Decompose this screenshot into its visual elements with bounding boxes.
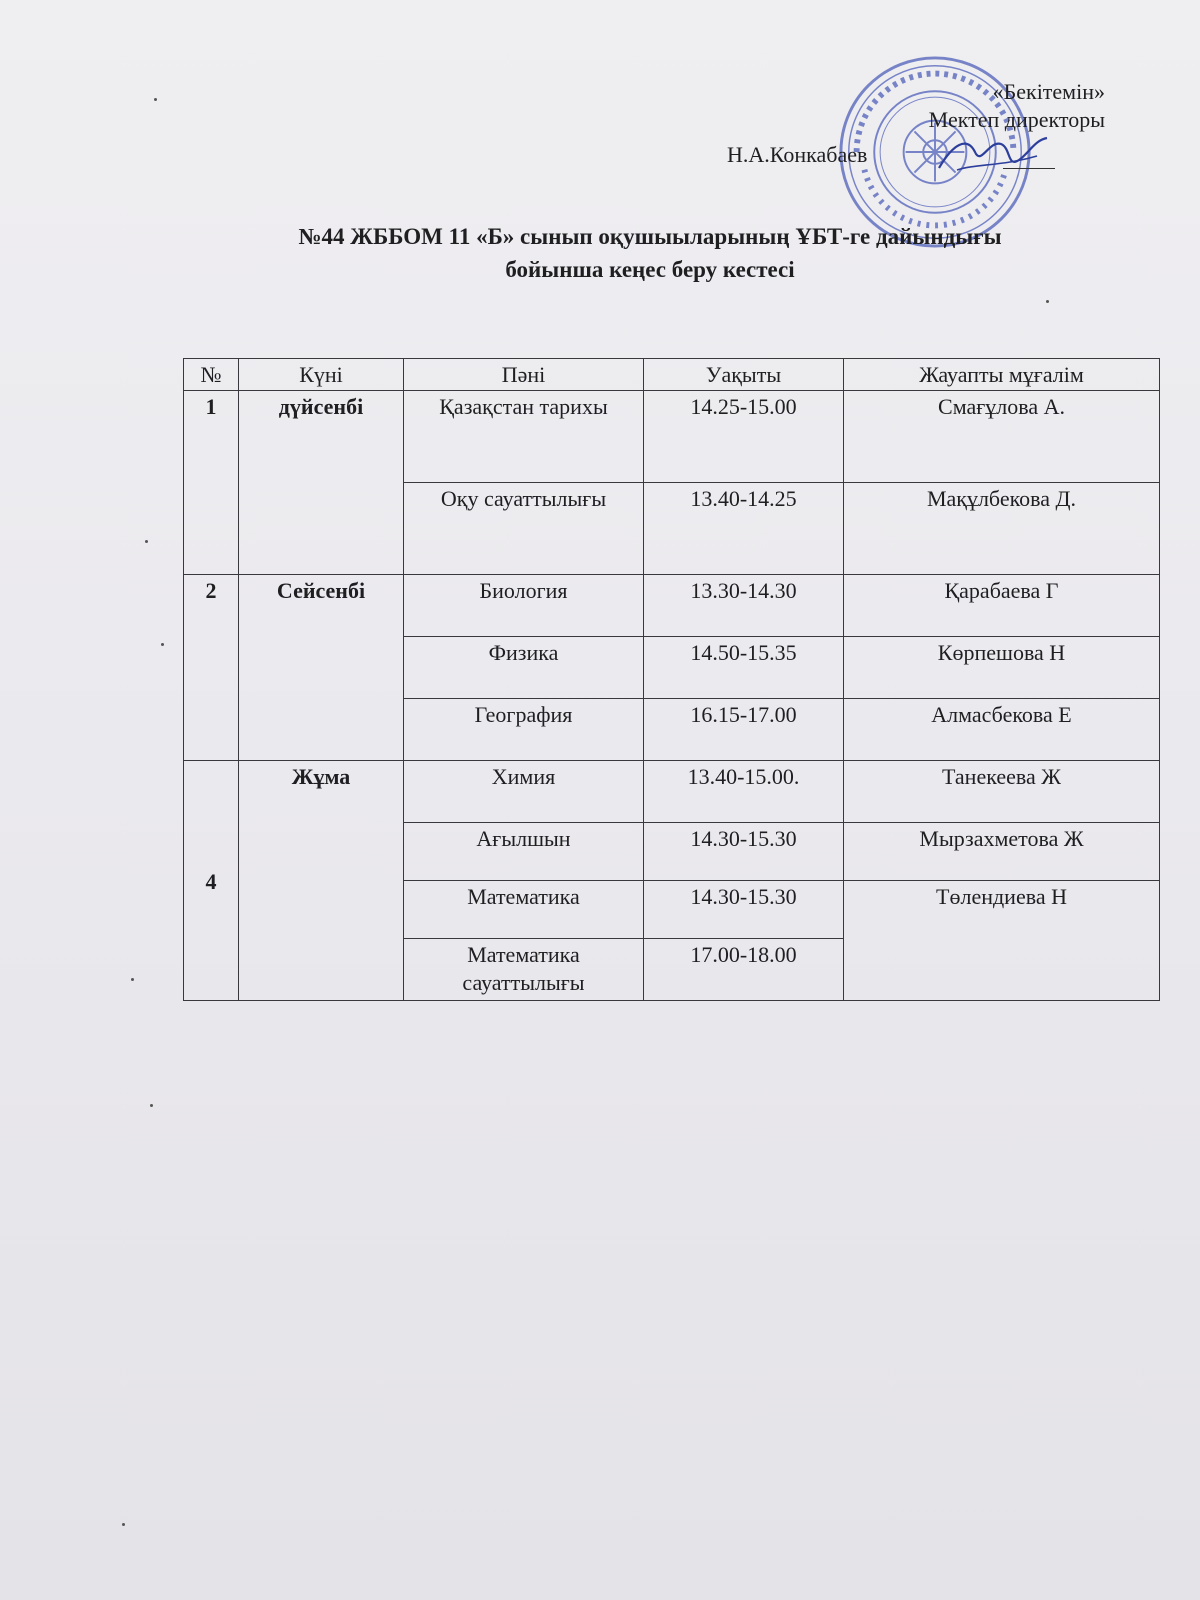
approval-position: Мектеп директоры <box>928 107 1105 132</box>
row-teacher: Төлендиева Н <box>844 881 1160 1001</box>
table-header-row <box>184 359 1160 391</box>
row-time: 17.00-18.00 <box>644 939 844 1001</box>
row-teacher: Қарабаева Г <box>844 575 1160 637</box>
row-number: 4 <box>184 761 239 1001</box>
row-time: 14.30-15.30 <box>644 881 844 939</box>
title-line-2: бойынша кеңес беру кестесі <box>505 257 795 282</box>
row-subject: Физика <box>404 637 644 699</box>
row-day: дүйсенбі <box>239 391 404 575</box>
paper-speck <box>154 98 157 101</box>
paper-speck <box>145 540 148 543</box>
row-subject: Оқу сауаттылығы <box>404 483 644 575</box>
row-subject: Химия <box>404 761 644 823</box>
row-teacher: Мақұлбекова Д. <box>844 483 1160 575</box>
header-number: № <box>184 359 239 391</box>
paper-speck <box>150 1104 153 1107</box>
row-number: 1 <box>184 391 239 575</box>
header-day: Күні <box>239 359 404 391</box>
row-subject: Қазақстан тарихы <box>404 391 644 483</box>
row-teacher: Танекеева Ж <box>844 761 1160 823</box>
row-time: 14.25-15.00 <box>644 391 844 483</box>
row-number: 2 <box>184 575 239 761</box>
row-time: 14.30-15.30 <box>644 823 844 881</box>
header-subject: Пәні <box>404 359 644 391</box>
row-time: 13.40-15.00. <box>644 761 844 823</box>
row-day: Жұма <box>239 761 404 1001</box>
row-time: 16.15-17.00 <box>644 699 844 761</box>
row-subject: Математика <box>404 881 644 939</box>
row-time: 13.40-14.25 <box>644 483 844 575</box>
document-title <box>170 220 1130 286</box>
row-subject: Ағылшын <box>404 823 644 881</box>
table-row <box>184 575 1160 637</box>
title-line-1: №44 ЖББОМ 11 «Б» сынып оқушыыларының ҰБТ-ге дайындығы <box>298 224 1002 249</box>
paper-speck <box>131 978 134 981</box>
consultation-schedule-table <box>183 358 1160 1001</box>
row-time: 13.30-14.30 <box>644 575 844 637</box>
row-teacher: Алмасбекова Е <box>844 699 1160 761</box>
header-teacher: Жауапты мұғалім <box>844 359 1160 391</box>
table-row <box>184 761 1160 823</box>
row-subject: Биология <box>404 575 644 637</box>
paper-speck <box>1046 300 1049 303</box>
row-subject: Математика сауаттылығы <box>404 939 644 1001</box>
header-time: Уақыты <box>644 359 844 391</box>
signature-icon <box>933 126 1053 184</box>
row-teacher: Көрпешова Н <box>844 637 1160 699</box>
director-name: Н.А.Конкабаев <box>727 142 868 167</box>
row-subject: География <box>404 699 644 761</box>
row-time: 14.50-15.35 <box>644 637 844 699</box>
row-teacher: Мырзахметова Ж <box>844 823 1160 881</box>
approval-heading: «Бекітемін» <box>992 79 1105 104</box>
row-teacher: Смағұлова А. <box>844 391 1160 483</box>
paper-speck <box>122 1523 125 1526</box>
paper-speck <box>161 643 164 646</box>
table-row <box>184 391 1160 483</box>
row-day: Сейсенбі <box>239 575 404 761</box>
